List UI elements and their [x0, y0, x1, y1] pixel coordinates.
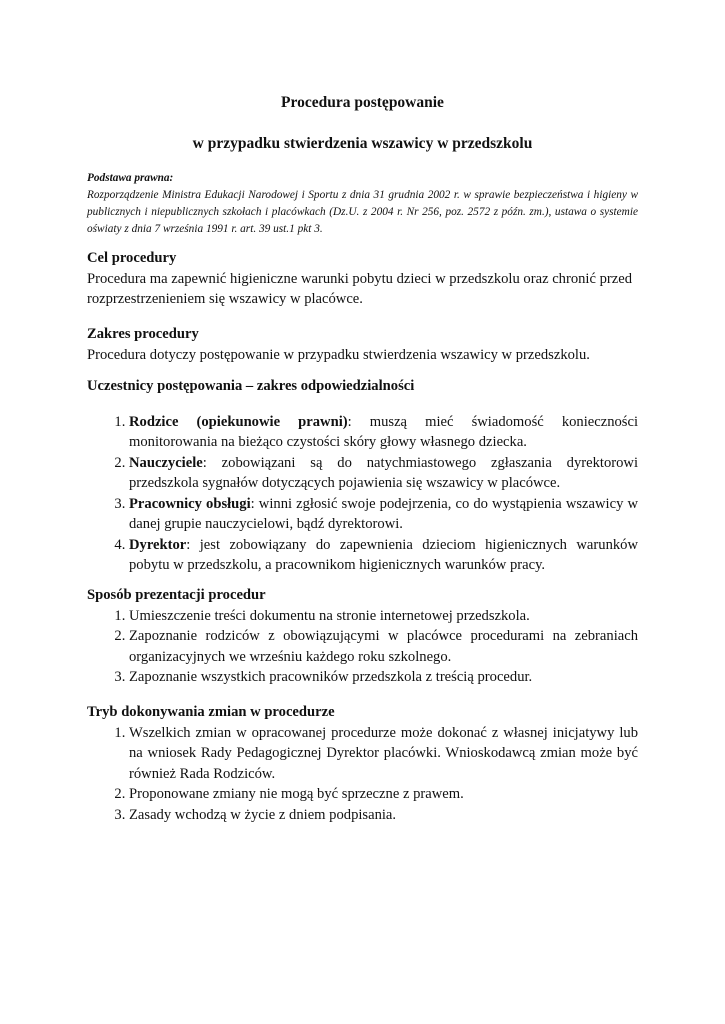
- section-zakres: [87, 324, 638, 365]
- list-item: [129, 412, 638, 453]
- list-item: 2. Zapoznanie rodziców z obowiązującymi w placówce procedurami na zebraniach organizacyjnych we wrześniu każdego roku szkolnego.: [129, 626, 638, 667]
- section-cel-heading: Cel procedury: [87, 250, 177, 266]
- list-item-term: Pracownicy obsługi: [129, 495, 251, 512]
- section-cel: [87, 248, 638, 310]
- section-zakres-text: Procedura dotyczy postępowanie w przypadku stwierdzenia wszawicy w przedszkolu.: [87, 346, 590, 363]
- uczestnicy-list: [87, 412, 638, 576]
- list-item: 3. Zasady wchodzą w życie z dniem podpisania.: [129, 805, 638, 826]
- section-uczestnicy: [87, 376, 638, 576]
- list-item-term: Nauczyciele: [129, 454, 203, 471]
- section-cel-text: Procedura ma zapewnić higieniczne warunki pobytu dzieci w przedszkolu oraz chronić przed rozprzestrzenieniem się wszawicy w placówce.: [87, 270, 633, 307]
- legal-basis-text: Rozporządzenie Ministra Edukacji Narodowej i Sportu z dnia 31 grudnia 2002 r. w sprawie bezpieczeństwa i higieny w publicznych i niepublicznych szkołach i placówkach (Dz.U. z 2004 r. Nr 256, poz. 2572 z późn. zm.), ustawa o systemie oświaty z dnia 7 września 1991 r. art. 39 ust.1 pkt 3.: [87, 189, 638, 235]
- list-item: [129, 494, 638, 535]
- section-tryb-heading: Tryb dokonywania zmian w procedurze: [87, 704, 335, 720]
- list-item-text: : winni zgłosić swoje podejrzenia, co do wystąpienia wszawicy w danej grupie nauczycielowi, bądź dyrektorowi.: [129, 495, 638, 532]
- document-subtitle: w przypadku stwierdzenia wszawicy w przedszkolu: [192, 135, 533, 152]
- list-item-term: Dyrektor: [129, 536, 187, 553]
- list-item-text: : zobowiązani są do natychmiastowego zgłaszania dyrektorowi przedszkola sygnałów dotyczących pojawienia się wszawicy w placówce.: [129, 454, 638, 491]
- section-tryb: [87, 702, 638, 825]
- list-item: [129, 535, 638, 576]
- list-item-term: Rodzice (opiekunowie prawni): [129, 413, 348, 430]
- sposob-list: [87, 606, 638, 688]
- section-uczestnicy-heading: Uczestnicy postępowania – zakres odpowiedzialności: [87, 378, 415, 394]
- legal-basis: [87, 170, 638, 238]
- section-sposob: [87, 585, 638, 688]
- tryb-list: [87, 723, 638, 826]
- list-item: 1. Umieszczenie treści dokumentu na stronie internetowej przedszkola.: [129, 606, 638, 627]
- legal-basis-heading: Podstawa prawna:: [87, 172, 174, 184]
- list-item-text: : muszą mieć świadomość konieczności monitorowania na bieżąco czystości skóry głowy własnego dziecka.: [129, 413, 639, 450]
- list-item: [129, 453, 638, 494]
- document-title: Procedura postępowanie: [281, 94, 444, 111]
- list-item-text: : jest zobowiązany do zapewnienia dzieciom higienicznych warunków pobytu w przedszkolu, a pracownikom higienicznych warunków pracy.: [129, 536, 638, 573]
- section-sposob-heading: Sposób prezentacji procedur: [87, 587, 266, 603]
- list-item: 2. Proponowane zmiany nie mogą być sprzeczne z prawem.: [129, 784, 638, 805]
- section-zakres-heading: Zakres procedury: [87, 326, 199, 342]
- list-item: 1. Wszelkich zmian w opracowanej procedurze może dokonać z własnej inicjatywy lub na wniosek Rady Pedagogicznej Dyrektor placówki. Wnioskodawcą zmian może być również Rada Rodziców.: [129, 723, 638, 785]
- list-item: 3. Zapoznanie wszystkich pracowników przedszkola z treścią procedur.: [129, 667, 638, 688]
